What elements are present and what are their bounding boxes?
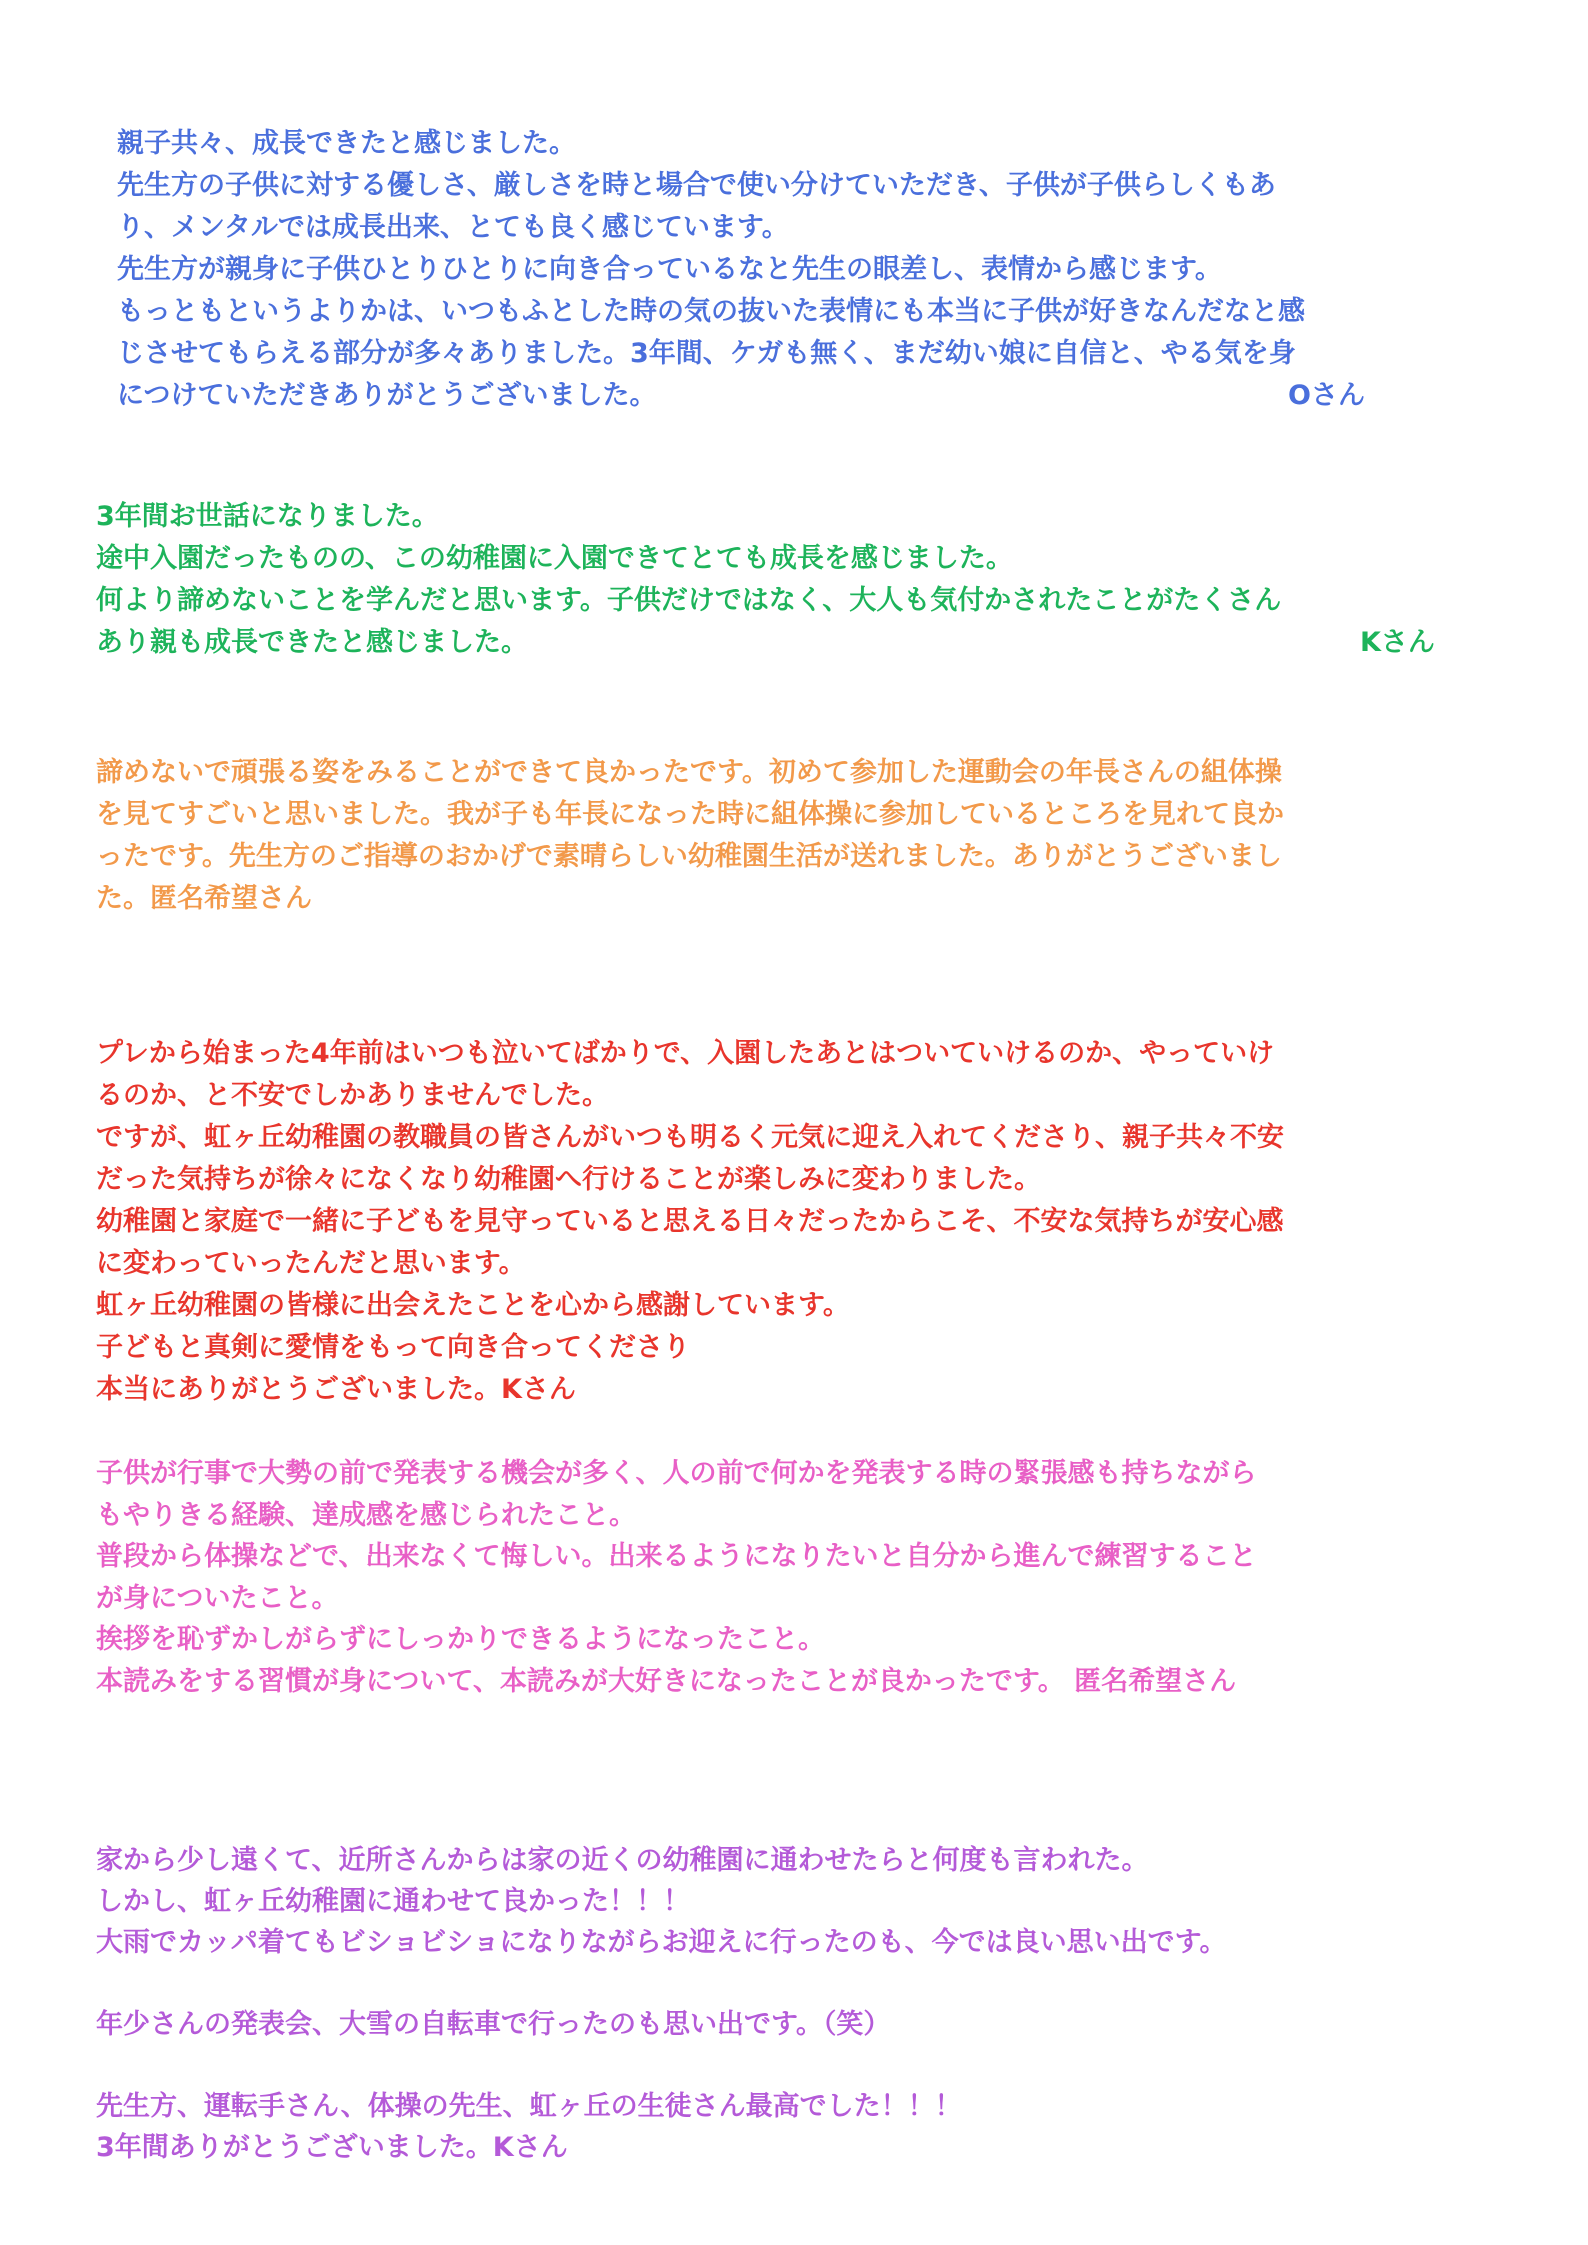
message-line: 幼稚園と家庭で一緒に子どもを見守っていると思える日々だったからこそ、不安な気持ちが安心感 bbox=[96, 1206, 1284, 1237]
message-block-1 bbox=[117, 123, 1365, 417]
message-block-6 bbox=[96, 1840, 1227, 2168]
message-line: 年少さんの発表会、大雪の自転車で行ったのも思い出です。（笑） bbox=[96, 2009, 891, 2040]
message-line: 挨拶を恥ずかしがらずにしっかりできるようになったこと。 bbox=[96, 1624, 825, 1655]
message-line: 途中入園だったものの、この幼稚園に入園できてとても成長を感じました。 bbox=[96, 543, 1013, 574]
message-line: につけていただきありがとうございました。 bbox=[117, 380, 657, 411]
message-line: り、メンタルでは成長出来、とても良く感じています。 bbox=[117, 212, 789, 243]
message-line: もやりきる経験、達成感を感じられたこと。 bbox=[96, 1499, 636, 1531]
message-block-4 bbox=[96, 1033, 1284, 1411]
message-line: 本当にありがとうございました。Kさん bbox=[96, 1374, 576, 1405]
message-block-2 bbox=[96, 496, 1435, 664]
message-line: 諦めないで頑張る姿をみることができて良かったです。初めて参加した運動会の年長さんの組体操 bbox=[96, 757, 1282, 788]
message-line: 3年間ありがとうございました。Kさん bbox=[96, 2132, 568, 2163]
message-line: が身についたこと。 bbox=[96, 1582, 339, 1614]
blank-line bbox=[96, 2045, 1227, 2086]
message-line: あり親も成長できたと感じました。 bbox=[96, 627, 528, 658]
message-line: 先生方の子供に対する優しさ、厳しさを時と場合で使い分けていただき、子供が子供らしくもあ bbox=[117, 170, 1276, 201]
message-line: 先生方、運転手さん、体操の先生、虹ヶ丘の生徒さん最高でした！！！ bbox=[96, 2091, 962, 2122]
message-line: ったです。先生方のご指導のおかげで素晴らしい幼稚園生活が送れました。ありがとうございまし bbox=[96, 841, 1282, 872]
signature: Oさん bbox=[1288, 380, 1365, 411]
message-block-3 bbox=[96, 752, 1284, 920]
message-line: 子どもと真剣に愛情をもって向き合ってくださり bbox=[96, 1332, 690, 1363]
message-line: 親子共々、成長できたと感じました。 bbox=[117, 128, 576, 159]
message-line: 何より諦めないことを学んだと思います。子供だけではなく、大人も気付かされたことがたくさん bbox=[96, 585, 1282, 616]
message-line: に変わっていったんだと思います。 bbox=[96, 1248, 526, 1279]
message-line: プレから始まった4年前はいつも泣いてばかりで、入園したあとはついていけるのか、やっていけ bbox=[96, 1038, 1275, 1069]
message-line: 大雨でカッパ着てもビショビショになりながらお迎えに行ったのも、今では良い思い出です。 bbox=[96, 1927, 1227, 1958]
signature: Kさん bbox=[1360, 627, 1435, 658]
message-line: るのか、と不安でしかありませんでした。 bbox=[96, 1080, 609, 1111]
message-line: じさせてもらえる部分が多々ありました。3年間、ケガも無く、まだ幼い娘に自信と、やる気を身 bbox=[117, 338, 1296, 369]
message-line: 本読みをする習慣が身について、本読みが大好きになったことが良かったです。 匿名希望さん bbox=[96, 1665, 1237, 1697]
message-line: 子供が行事で大勢の前で発表する機会が多く、人の前で何かを発表する時の緊張感も持ちながら bbox=[96, 1458, 1257, 1489]
blank-line bbox=[96, 1963, 1227, 2004]
message-line: た。匿名希望さん bbox=[96, 883, 312, 914]
message-line: 3年間お世話になりました。 bbox=[96, 501, 439, 532]
message-line: 先生方が親身に子供ひとりひとりに向き合っているなと先生の眼差し、表情から感じます。 bbox=[117, 254, 1222, 285]
message-line: を見てすごいと思いました。我が子も年長になった時に組体操に参加しているところを見れて良か bbox=[96, 799, 1284, 830]
message-block-5 bbox=[96, 1453, 1256, 1702]
message-line: もっともというよりかは、いつもふとした時の気の抜いた表情にも本当に子供が好きなんだなと感 bbox=[117, 296, 1305, 327]
message-line: ですが、虹ヶ丘幼稚園の教職員の皆さんがいつも明るく元気に迎え入れてくださり、親子共々不安 bbox=[96, 1122, 1284, 1153]
message-line: 普段から体操などで、出来なくて悔しい。出来るようになりたいと自分から進んで練習すること bbox=[96, 1541, 1257, 1572]
message-line: しかし、虹ヶ丘幼稚園に通わせて良かった！！！ bbox=[96, 1886, 690, 1917]
message-line: だった気持ちが徐々になくなり幼稚園へ行けることが楽しみに変わりました。 bbox=[96, 1164, 1041, 1195]
message-line: 家から少し遠くて、近所さんからは家の近くの幼稚園に通わせたらと何度も言われた。 bbox=[96, 1845, 1149, 1876]
message-line: 虹ヶ丘幼稚園の皆様に出会えたことを心から感謝しています。 bbox=[96, 1290, 850, 1321]
